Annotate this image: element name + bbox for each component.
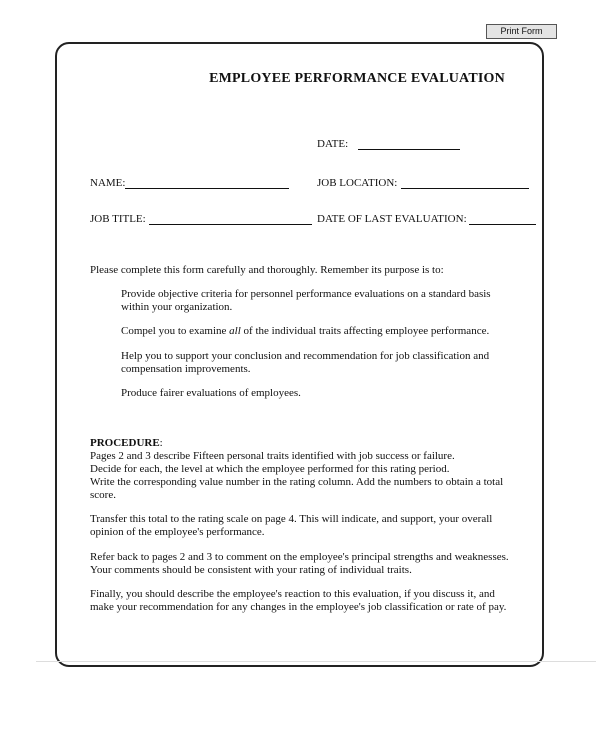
procedure-heading-row	[90, 437, 503, 450]
procedure-line-2: Decide for each, the level at which the employee performed for this rating period.	[90, 463, 450, 475]
procedure-line-4: score.	[90, 489, 116, 501]
purpose-item-3	[121, 350, 489, 376]
job-title-field	[90, 213, 312, 225]
date-input[interactable]	[358, 138, 460, 150]
finally-paragraph	[90, 588, 506, 614]
refer-paragraph	[90, 551, 509, 577]
job-location-field	[317, 177, 529, 189]
purpose-3-line-1: Help you to support your conclusion and recommendation for job classification and	[121, 350, 490, 362]
job-title-input[interactable]	[149, 213, 312, 225]
last-evaluation-field	[317, 213, 536, 225]
transfer-line-1: Transfer this total to the rating scale on page 4. This will indicate, and support, your overall	[90, 513, 493, 525]
job-location-label: JOB LOCATION:	[317, 177, 398, 189]
job-title-label: JOB TITLE:	[90, 213, 146, 225]
last-evaluation-label: DATE OF LAST EVALUATION:	[317, 213, 467, 225]
purpose-3-line-2: compensation improvements.	[121, 363, 251, 375]
procedure-line-3: Write the corresponding value number in the rating column. Add the numbers to obtain a total	[90, 476, 504, 488]
purpose-1-line-1: Provide objective criteria for personnel performance evaluations on a standard basis	[121, 288, 491, 300]
purpose-item-2	[121, 325, 489, 338]
refer-line-2: Your comments should be consistent with your rating of individual traits.	[90, 564, 412, 576]
procedure-section	[90, 437, 503, 502]
name-input[interactable]	[125, 177, 289, 189]
purpose-2-emphasis: all	[229, 325, 241, 337]
intro-text: Please complete this form carefully and thoroughly. Remember its purpose is to:	[90, 264, 444, 276]
finally-line-2: make your recommendation for any changes in the employee's job classification or rate of pay.	[90, 601, 507, 613]
last-evaluation-input[interactable]	[469, 213, 536, 225]
page-divider	[36, 661, 596, 662]
purpose-2-after: of the individual traits affecting employee performance.	[240, 325, 490, 337]
name-label: NAME:	[90, 177, 126, 189]
purpose-item-1	[121, 288, 491, 314]
transfer-line-2: opinion of the employee's performance.	[90, 526, 265, 538]
transfer-paragraph	[90, 513, 492, 539]
print-form-button[interactable]: Print Form	[486, 24, 557, 39]
job-location-input[interactable]	[401, 177, 529, 189]
purpose-item-4: Produce fairer evaluations of employees.	[121, 387, 301, 399]
finally-line-1: Finally, you should describe the employee's reaction to this evaluation, if you discuss it, and	[90, 588, 495, 600]
procedure-heading-colon: :	[159, 437, 163, 449]
purpose-2-before: Compel you to examine	[121, 325, 230, 337]
form-title: EMPLOYEE PERFORMANCE EVALUATION	[209, 71, 505, 86]
name-field	[90, 177, 289, 189]
procedure-heading: PROCEDURE	[90, 437, 160, 449]
procedure-line-1: Pages 2 and 3 describe Fifteen personal traits identified with job success or failure.	[90, 450, 455, 462]
refer-line-1: Refer back to pages 2 and 3 to comment on the employee's principal strengths and weaknesses.	[90, 551, 509, 563]
purpose-1-line-2: within your organization.	[121, 301, 233, 313]
date-label: DATE:	[317, 138, 349, 150]
date-field	[317, 138, 460, 150]
